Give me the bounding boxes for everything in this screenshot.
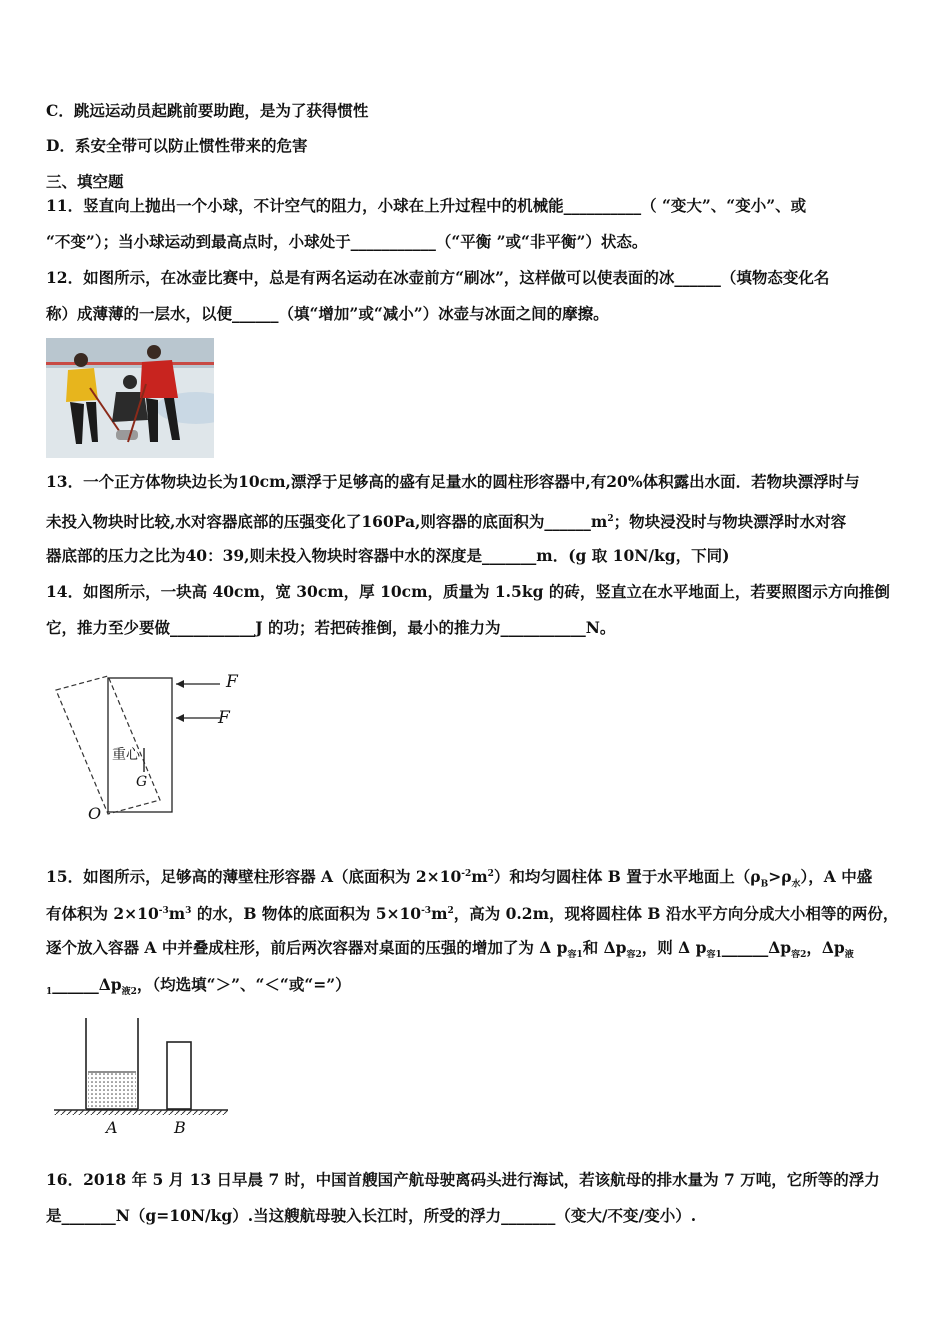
q13-line-2-text-a: 未投入物块时比较,水对容器底部的压强变化了160Pa,则容器的底面积为______m — [46, 512, 608, 532]
q15-l1-sub2: 水 — [791, 879, 801, 890]
q15-l2-sup1: -3 — [158, 906, 169, 916]
q11-line-2: “不变”）；当小球运动到最高点时，小球处于___________（“平衡 ”或“非平衡”）状态。 — [46, 232, 648, 251]
q15-line-1 — [46, 864, 916, 894]
q13-line-3: 器底部的压力之比为40：39,则未投入物块时容器中水的深度是_______m．(g 取 10N/kg，下同) — [46, 546, 730, 565]
q10-option-d: D．系安全带可以防止惯性带来的危害 — [46, 136, 308, 155]
q15-l1-b: m — [471, 867, 488, 887]
q15-l2-sup3: -3 — [421, 906, 432, 916]
q15-l4-a: ______Δp — [52, 975, 122, 994]
q12-line-2: 称）成薄薄的一层水，以便______（填“增加”或“减小”）冰壶与冰面之间的摩擦。 — [46, 304, 609, 323]
q15-l4-sub1: 液2 — [121, 987, 137, 998]
q15-l3-sub5: 液 — [844, 950, 854, 961]
q15-l2-b: m — [168, 904, 186, 924]
q15-l1-e: ），A 中盛 — [800, 867, 873, 887]
q15-l1-c: ）和均匀圆柱体 B 置于水平地面上（ρ — [493, 867, 761, 887]
q15-l2-e: ，高为 0.2m，现将圆柱体 B 沿水平方向分成大小相等的两份， — [453, 904, 899, 924]
q15-l4-sub0: 1 — [46, 987, 53, 998]
pivot-label: O — [88, 804, 102, 823]
force-label-1: F — [226, 672, 238, 692]
q15-l1-sup1: -2 — [461, 869, 472, 879]
q15-l4-b: ，（均选填“＞”、“＜“或“=”） — [136, 975, 351, 994]
curling-photo — [46, 338, 214, 458]
q14-line-2: 它，推力至少要做___________J 的功；若把砖推倒，最小的推力为___________N。 — [46, 618, 616, 637]
q15-l2-c: 的水，B 物体的底面积为 5×10 — [191, 904, 422, 924]
q15-line-3 — [46, 938, 916, 965]
q15-l3-sub1: 容1 — [567, 950, 583, 961]
q15-l3-b: 和 Δp — [582, 938, 627, 957]
q15-l2-d: m — [431, 904, 448, 924]
q11-line-1: 11．竖直向上抛出一个小球，不计空气的阻力，小球在上升过程中的机械能__________（ “变大”、“变小”、或 — [46, 196, 807, 215]
q15-l3-c: ，则 Δ p — [641, 938, 707, 957]
q13-line-2-sup: 2 — [607, 514, 614, 524]
q15-l3-d: ______Δp — [721, 938, 792, 957]
q15-l3-e: ，Δp — [806, 938, 845, 957]
q10-option-c: C．跳远运动员起跳前要助跑，是为了获得惯性 — [46, 101, 369, 120]
gravity-label: G — [136, 774, 148, 790]
q15-l3-a: 逐个放入容器 A 中并叠成柱形，前后两次容器对桌面的压强的增加了为 Δ p — [46, 938, 568, 957]
q15-l1-sub: B — [760, 879, 769, 890]
section-title: 三、填空题 — [46, 172, 124, 191]
q15-line-4 — [46, 975, 916, 1002]
q15-l2-sup2: 3 — [185, 906, 192, 916]
q16-line-1: 16．2018 年 5 月 13 日早晨 7 时，中国首艘国产航母驶离码头进行海试，若该航母的排水量为 7 万吨，它所等的浮力 — [46, 1170, 880, 1189]
q16-line-2: 是_______N（g=10N/kg）.当这艘航母驶入长江时，所受的浮力_______（变大/不变/变小）. — [46, 1206, 697, 1225]
q15-l1-d: >ρ — [768, 867, 792, 887]
q15-l3-sub2: 容2 — [626, 950, 642, 961]
q13-line-2 — [46, 509, 916, 532]
q12-line-1: 12．如图所示，在冰壶比赛中，总是有两名运动在冰壶前方“刷冰”，这样做可以使表面的冰______（填物态变化名 — [46, 268, 830, 287]
q15-l1-sup2: 2 — [487, 869, 494, 879]
q13-line-2-text-b: ；物块浸没时与物块漂浮时水对容 — [613, 512, 847, 532]
q14-line-1: 14．如图所示，一块高 40cm，宽 30cm，厚 10cm，质量为 1.5kg 的砖，竖直立在水平地面上，若要照图示方向推倒 — [46, 582, 890, 601]
q15-l3-sub3: 容1 — [706, 950, 722, 961]
container-cylinder-diagram — [50, 1012, 240, 1142]
center-of-gravity-label: 重心 — [112, 747, 140, 763]
force-label-2: F — [218, 708, 230, 728]
q15-l2-sup4: 2 — [447, 906, 454, 916]
q15-l2-a: 有体积为 2×10 — [46, 904, 159, 924]
container-a-label: A — [106, 1118, 118, 1137]
q13-line-1: 13．一个正方体物块边长为10cm,漂浮于足够高的盛有足量水的圆柱形容器中,有20%体积露出水面．若物块漂浮时与 — [46, 472, 860, 491]
q15-l1-a: 15．如图所示，足够高的薄壁柱形容器 A（底面积为 2×10 — [46, 867, 462, 887]
q15-line-2 — [46, 901, 916, 924]
brick-diagram — [46, 668, 256, 828]
cylinder-b-label: B — [174, 1118, 186, 1137]
q15-l3-sub4: 容2 — [791, 950, 807, 961]
